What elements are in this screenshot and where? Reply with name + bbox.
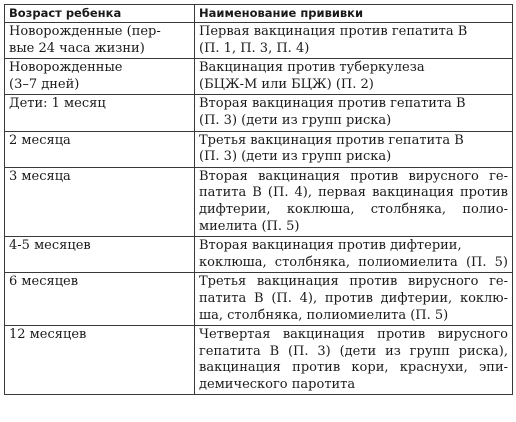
age-cell — [5, 237, 195, 273]
age-line: 6 месяцев — [9, 274, 79, 290]
vaccine-cell — [195, 131, 513, 167]
table-row — [5, 326, 513, 395]
age-line: (3–7 дней) — [9, 76, 80, 92]
age-cell — [5, 167, 195, 236]
vaccine-line: Третья вакцинация против вирусного ге- — [199, 274, 508, 290]
age-cell — [5, 59, 195, 95]
age-line: Новорожденные (пер- — [9, 24, 161, 39]
vaccine-line: Четвертая вакцинация против вирусного — [199, 327, 508, 343]
age-cell — [5, 326, 195, 395]
age-line: 4-5 месяцев — [9, 238, 91, 254]
vaccine-line: Вторая вакцинация против вирусного ге- — [199, 168, 508, 184]
vaccine-cell — [195, 273, 513, 326]
vaccine-cell — [195, 95, 513, 131]
header-age: Возраст ребенка — [5, 5, 195, 23]
vaccine-line: Вакцинация против туберкулеза — [199, 60, 425, 76]
vaccine-line: (П. 3) (дети из групп риска) — [199, 112, 392, 128]
vaccine-cell — [195, 167, 513, 236]
age-line: 12 месяцев — [9, 327, 87, 343]
vaccine-line: Вторая вакцинация против дифтерии, — [199, 238, 462, 254]
vaccine-line: Первая вакцинация против гепатита В — [199, 24, 468, 39]
vaccination-schedule-table — [4, 4, 513, 395]
table-row — [5, 23, 513, 59]
vaccine-line: Вторая вакцинация против гепатита В — [199, 96, 466, 112]
vaccine-line: гепатита В (П. 3) (дети из групп риска), — [199, 343, 508, 359]
table-row — [5, 95, 513, 131]
age-cell — [5, 95, 195, 131]
age-cell — [5, 23, 195, 59]
table-header-row — [5, 5, 513, 23]
vaccine-line: (П. 1, П. 3, П. 4) — [199, 40, 310, 56]
vaccine-line: вакцинация против кори, краснухи, эпи- — [199, 360, 508, 376]
age-line: 2 месяца — [9, 132, 71, 148]
vaccine-line: ша, столбняка, полиомиелита (П. 5) — [199, 307, 449, 323]
age-cell — [5, 273, 195, 326]
vaccine-cell — [195, 326, 513, 395]
age-line: вые 24 часа жизни) — [9, 40, 145, 56]
vaccine-line: демического паротита — [199, 376, 356, 392]
table-row — [5, 167, 513, 236]
table-row — [5, 237, 513, 273]
vaccine-cell — [195, 59, 513, 95]
table-row — [5, 273, 513, 326]
table-row — [5, 59, 513, 95]
vaccine-line: патита В (П. 4), против дифтерии, коклю- — [199, 290, 508, 306]
vaccine-line: коклюша, столбняка, полиомиелита (П. 5) — [199, 254, 508, 270]
age-line: Новорожденные — [9, 60, 123, 76]
age-cell — [5, 131, 195, 167]
vaccine-line: миелита (П. 5) — [199, 218, 300, 234]
age-line: 3 месяца — [9, 168, 71, 184]
vaccine-line: дифтерии, коклюша, столбняка, полио- — [199, 201, 508, 217]
vaccine-line: (П. 3) (дети из групп риска) — [199, 149, 392, 165]
vaccine-line: патита В (П. 4), первая вакцинация против — [199, 185, 508, 201]
age-line: Дети: 1 месяц — [9, 96, 106, 112]
table-row — [5, 131, 513, 167]
vaccine-cell — [195, 23, 513, 59]
vaccine-line: Третья вакцинация против гепатита В — [199, 132, 464, 148]
vaccine-cell — [195, 237, 513, 273]
header-vaccine: Наименование прививки — [195, 5, 513, 23]
vaccination-schedule-page — [4, 4, 512, 395]
vaccine-line: (БЦЖ-М или БЦЖ) (П. 2) — [199, 76, 374, 92]
